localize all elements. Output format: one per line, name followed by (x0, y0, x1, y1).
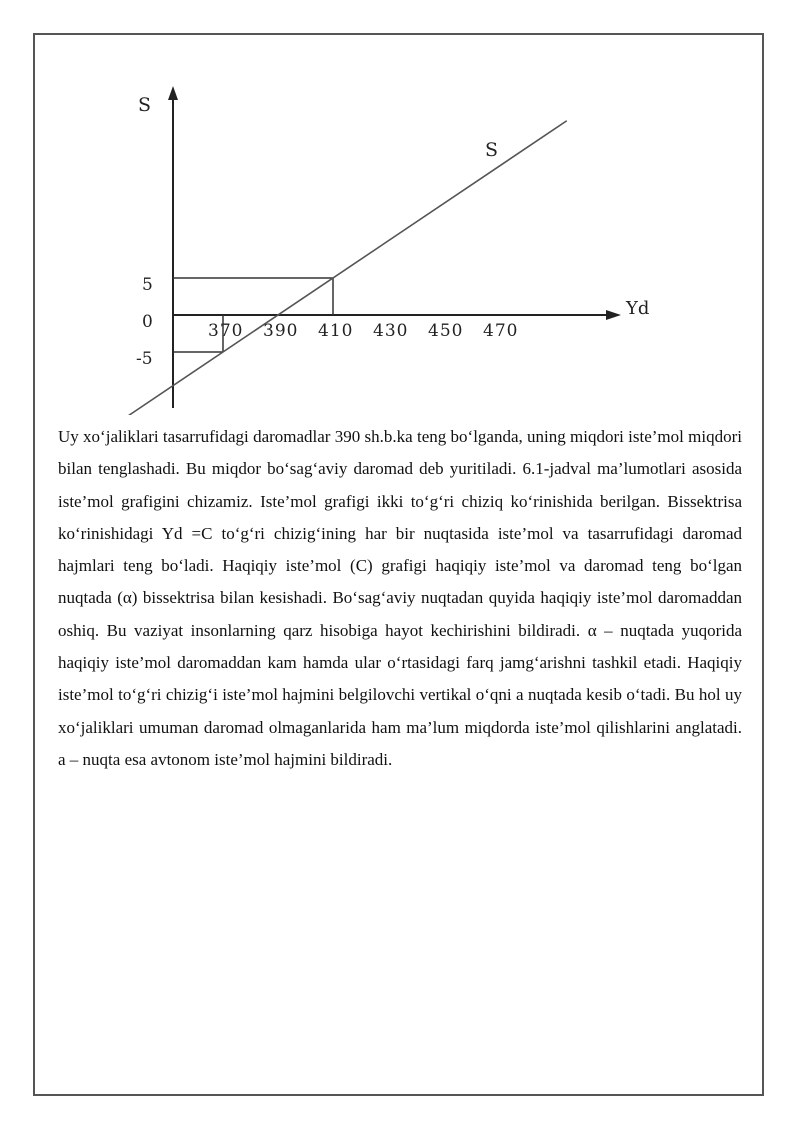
x-tick-label: 470 (483, 321, 519, 341)
savings-line (128, 121, 567, 415)
savings-line-label: S (485, 139, 499, 161)
y-tick-labels (136, 275, 153, 369)
y-tick-label: -5 (136, 349, 153, 369)
x-tick-label: 370 (208, 321, 244, 341)
x-axis-arrow (606, 310, 621, 320)
y-tick-label: 5 (142, 275, 153, 295)
x-tick-label: 450 (428, 321, 464, 341)
savings-chart (128, 80, 688, 415)
x-tick-label: 410 (318, 321, 354, 341)
chart-svg (128, 80, 688, 415)
body-paragraph: Uy xo‘jaliklari tasarrufidagi daromadlar 390 sh.b.ka teng bo‘lganda, uning miqdori iste’mol miqdori bilan tenglashadi. Bu miqdor bo‘sag‘aviy daromad deb yuritiladi. 6.1-jadval ma’lumotlari asosida iste’mol grafigini chizamiz. Iste’mol grafigi ikki to‘g‘ri chiziq ko‘rinishida berilgan. Bissektrisa ko‘rinishidagi Yd =C to‘g‘ri chizig‘ining har bir nuqtasida iste’mol va tasarrufidagi daromad hajmlari teng bo‘ladi. Haqiqiy iste’mol (C) grafigi haqiqiy iste’mol va daromad teng bo‘lgan nuqtada (α) bissektrisa bilan kesishadi. Bo‘sag‘aviy nuqtadan quyida haqiqiy iste’mol daromaddan oshiq. Bu vaziyat insonlarning qarz hisobiga hayot kechirishini bildiradi. α – nuqtada yuqorida haqiqiy iste’mol daromaddan kam hamda ular o‘rtasidagi farq jamg‘arishni tashkil etadi. Haqiqiy iste’mol to‘g‘ri chizig‘i iste’mol hajmini belgilovchi vertikal o‘qni a nuqtada kesib o‘tadi. Bu hol uy xo‘jaliklari umuman daromad olmaganlarida ham ma’lum miqdorda iste’mol qilishlarini anglatadi. a – nuqta esa avtonom iste’mol hajmini bildiradi. (58, 427, 742, 769)
y-tick-label: 0 (142, 312, 153, 332)
y-axis-arrow (168, 86, 178, 100)
x-tick-label: 430 (373, 321, 409, 341)
y-axis-label: S (138, 94, 152, 116)
x-axis-label: Yd (626, 298, 650, 319)
x-tick-label: 390 (263, 321, 299, 341)
